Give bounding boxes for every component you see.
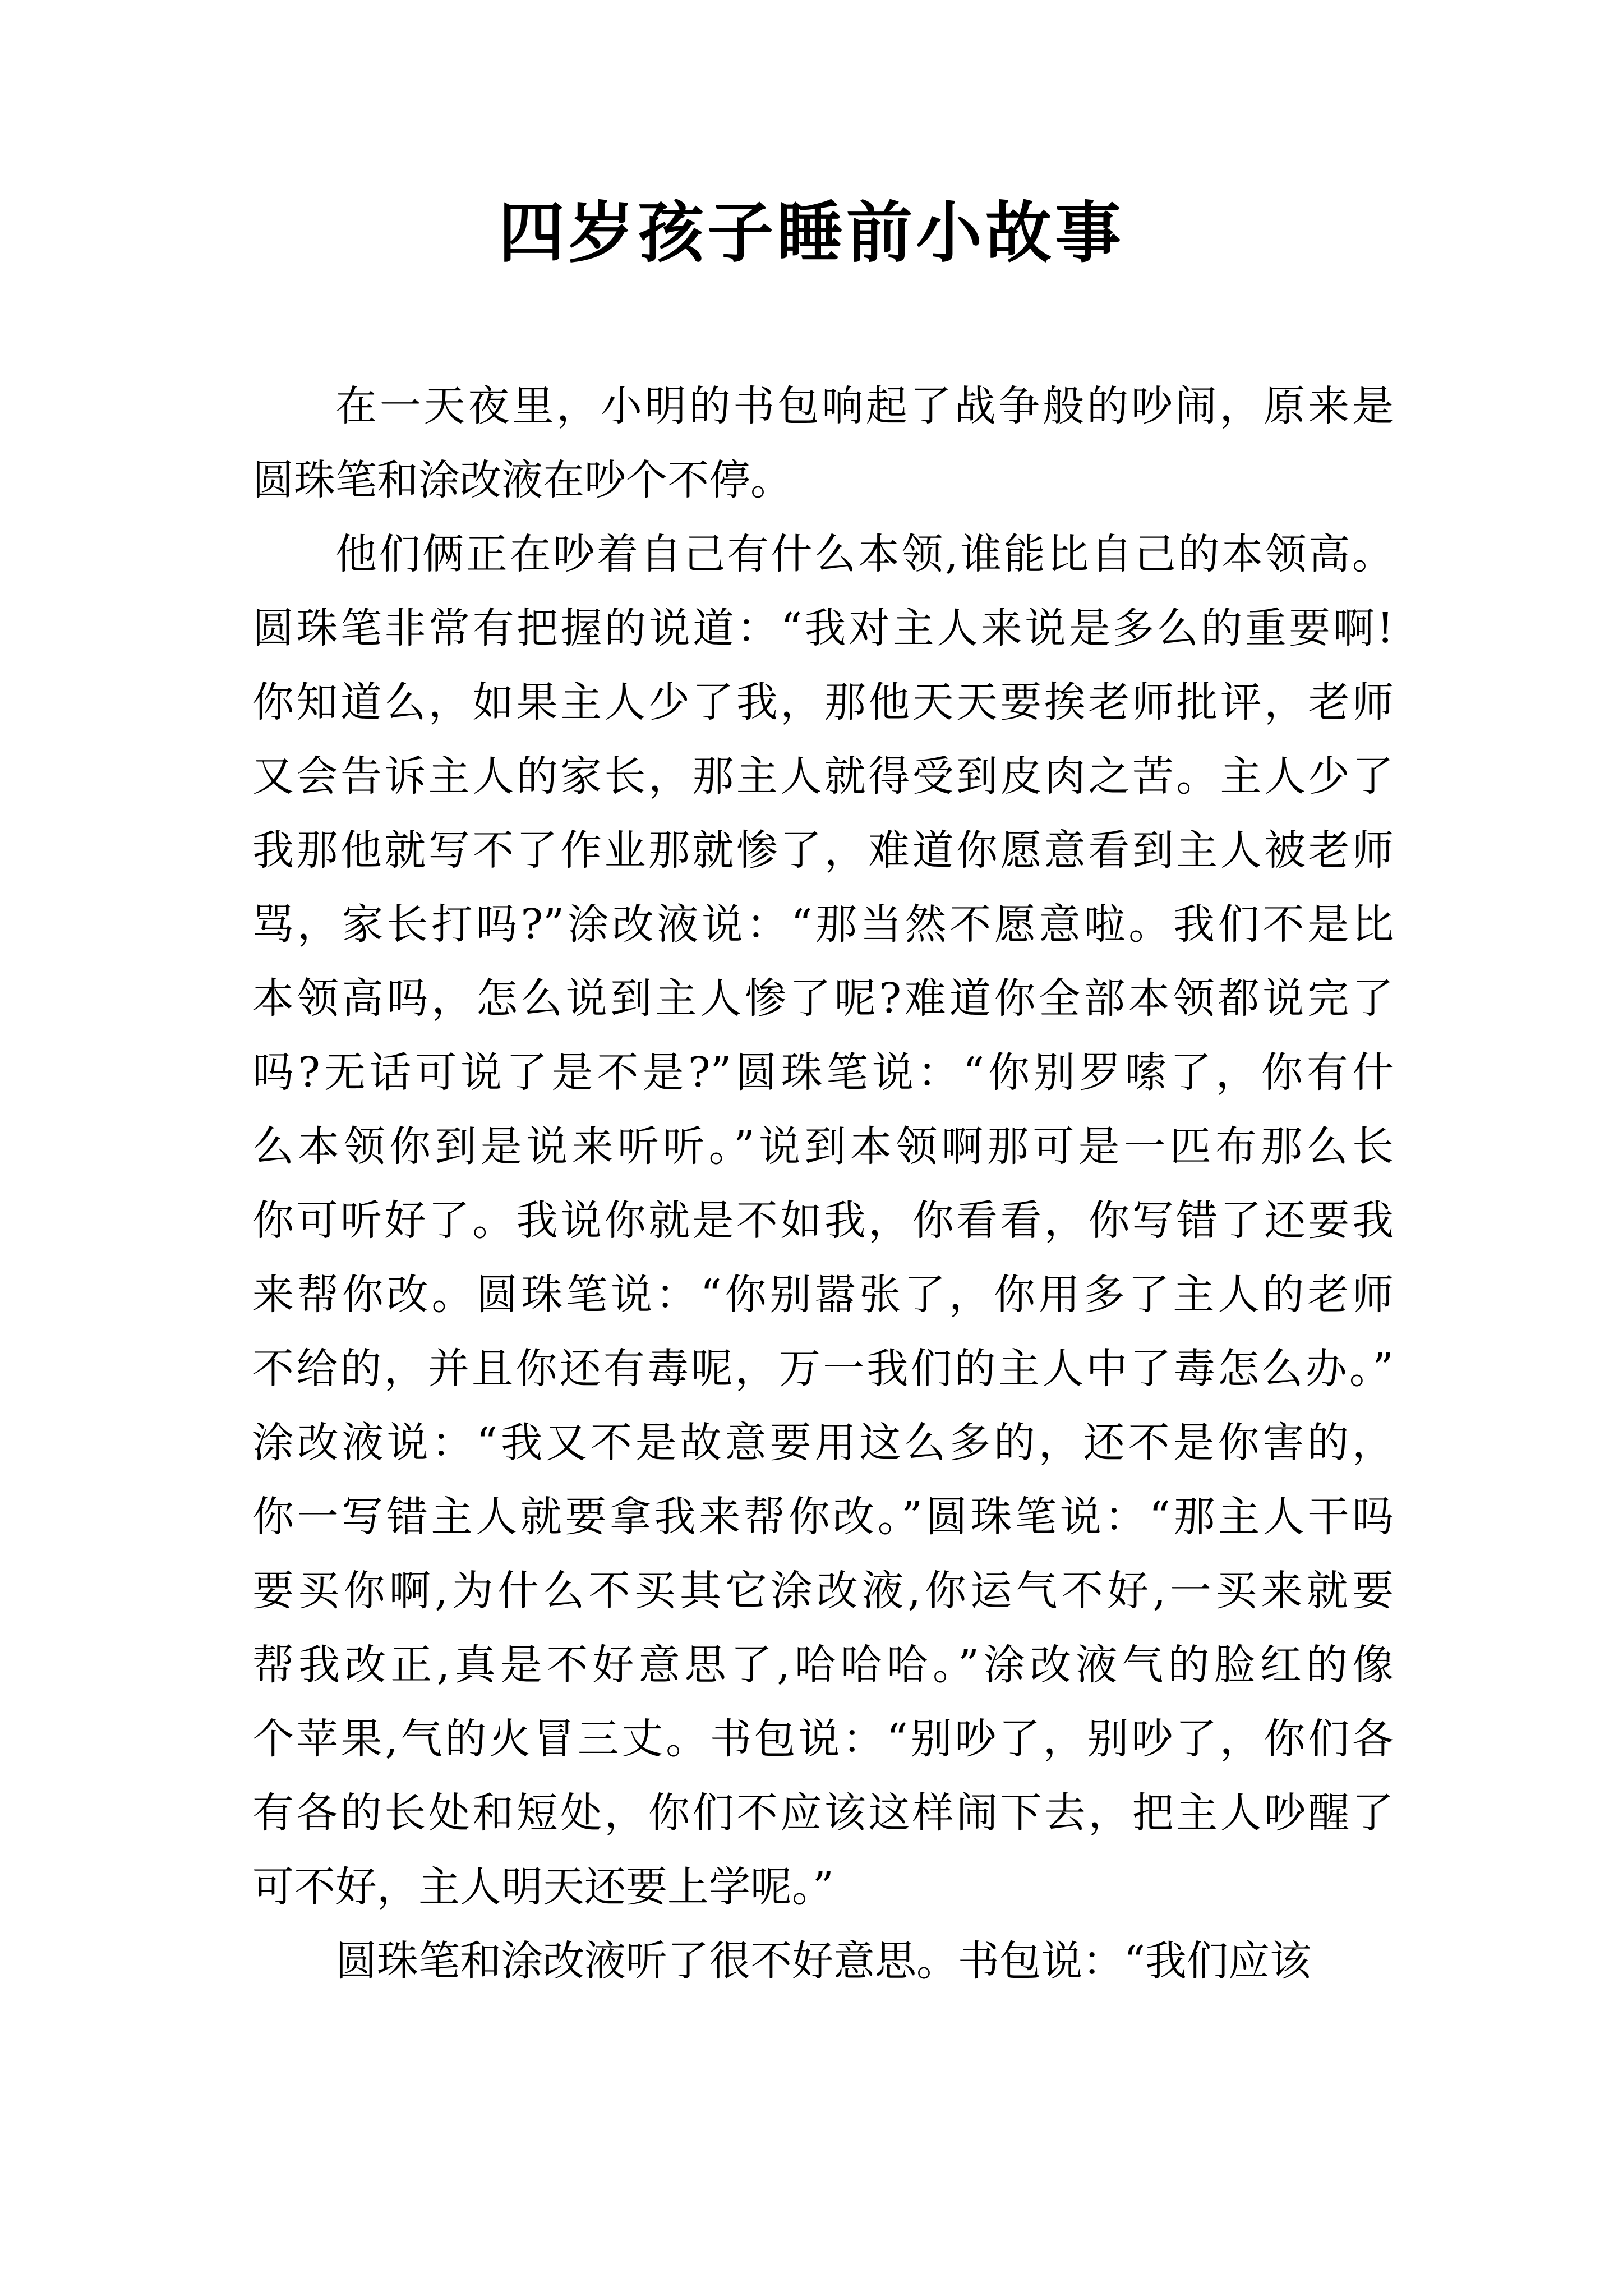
- paragraph: [252, 1924, 1394, 1998]
- text-line: 有各的长处和短处，你们不应该这样闹下去，把主人吵醒了: [252, 1789, 1394, 1837]
- text-line: 要买你啊,为什么不买其它涂改液,你运气不好,一买来就要: [252, 1567, 1394, 1615]
- text-line: 帮我改正,真是不好意思了,哈哈哈。”涂改液气的脸红的像: [252, 1641, 1394, 1689]
- paragraph: [252, 517, 1394, 1924]
- text-line: 圆珠笔和涂改液在吵个不停。: [252, 456, 792, 504]
- text-line: 个苹果,气的火冒三丈。书包说：“别吵了，别吵了，你们各: [252, 1715, 1394, 1763]
- text-line: 不给的，并且你还有毒呢，万一我们的主人中了毒怎么办。”: [252, 1345, 1394, 1393]
- text-line: 吗?无话可说了是不是?”圆珠笔说：“你别罗嗦了，你有什: [252, 1048, 1394, 1097]
- text-line: 你一写错主人就要拿我来帮你改。”圆珠笔说：“那主人干吗: [252, 1493, 1394, 1541]
- text-line: 么本领你到是说来听听。”说到本领啊那可是一匹布那么长: [252, 1122, 1394, 1171]
- text-line: 来帮你改。圆珠笔说：“你别嚣张了，你用多了主人的老师: [252, 1271, 1394, 1319]
- paragraph: [252, 369, 1394, 517]
- text-line: 骂，家长打吗?”涂改液说：“那当然不愿意啦。我们不是比: [252, 900, 1394, 949]
- text-line: 你知道么，如果主人少了我，那他天天要挨老师批评，老师: [252, 678, 1394, 726]
- text-line: 他们俩正在吵着自己有什么本领,谁能比自己的本领高。: [335, 530, 1394, 578]
- text-line: 圆珠笔非常有把握的说道：“我对主人来说是多么的重要啊!: [252, 604, 1394, 652]
- text-line: 可不好，主人明天还要上学呢。”: [252, 1863, 834, 1911]
- text-line: 又会告诉主人的家长，那主人就得受到皮肉之苦。主人少了: [252, 752, 1394, 800]
- text-line: 本领高吗，怎么说到主人惨了呢?难道你全部本领都说完了: [252, 974, 1394, 1023]
- document-title: 四岁孩子睡前小故事: [498, 194, 1124, 272]
- text-line: 你可听好了。我说你就是不如我，你看看，你写错了还要我: [252, 1197, 1394, 1245]
- text-line: 圆珠笔和涂改液听了很不好意思。书包说：“我们应该: [335, 1937, 1311, 1985]
- text-line: 我那他就写不了作业那就惨了，难道你愿意看到主人被老师: [252, 826, 1394, 875]
- document-body: [252, 369, 1394, 1998]
- text-line: 在一天夜里，小明的书包响起了战争般的吵闹，原来是: [335, 382, 1394, 430]
- text-line: 涂改液说：“我又不是故意要用这么多的，还不是你害的，: [252, 1419, 1394, 1467]
